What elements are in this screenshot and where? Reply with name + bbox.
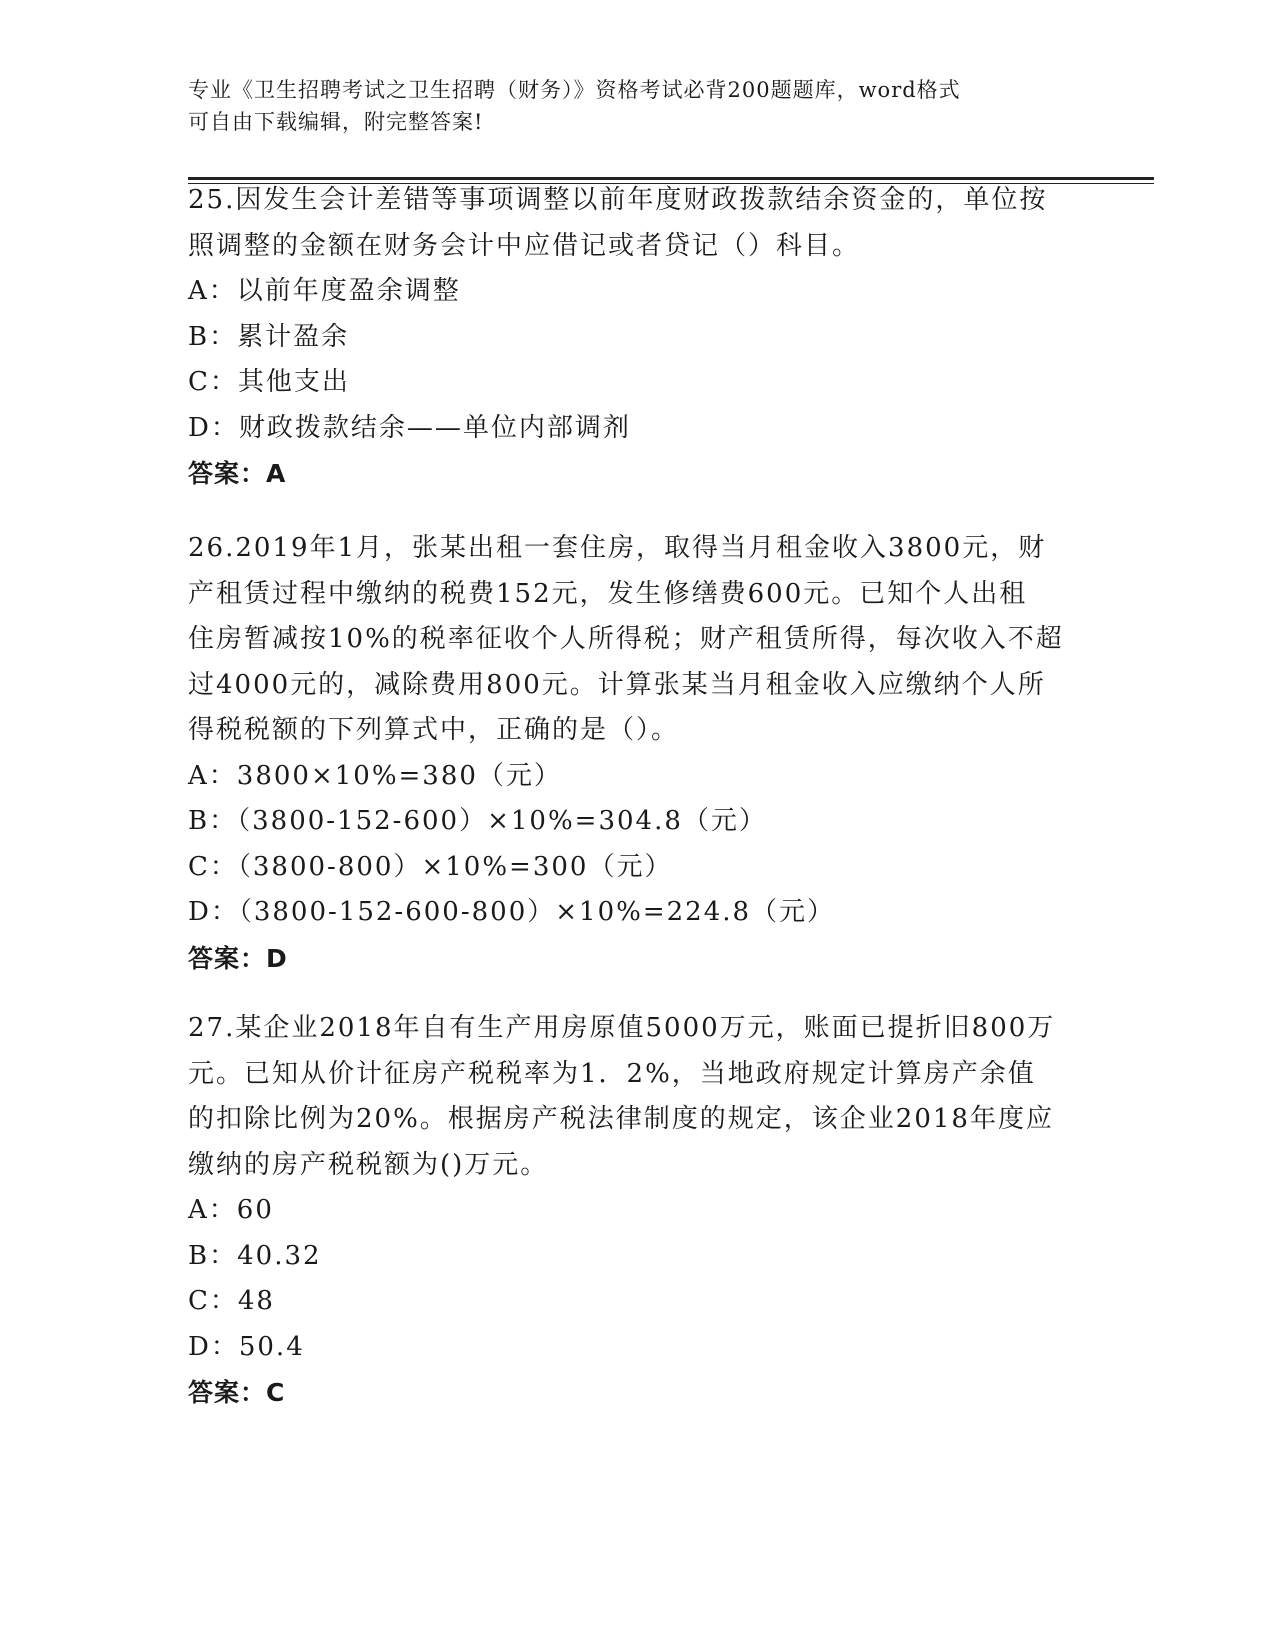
stem-line: 过4000元的，减除费用800元。计算张某当月租金收入应缴纳个人所 (188, 669, 1046, 700)
stem-line: 25.因发生会计差错等事项调整以前年度财政拨款结余资金的，单位按 (188, 185, 1048, 215)
question-stem (188, 178, 1088, 269)
question-26 (188, 526, 1088, 981)
stem-line: 住房暂减按10%的税率征收个人所得税；财产租赁所得，每次收入不超 (188, 624, 1064, 654)
option-d: D：（3800-152-600-800）×10%=224.8（元） (188, 897, 836, 927)
question-stem (188, 1006, 1088, 1188)
stem-line: 缴纳的房产税税额为()万元。 (188, 1149, 549, 1180)
option-c: C：其他支出 (188, 367, 350, 397)
answer: 答案：A (188, 459, 287, 488)
stem-line: 得税税额的下列算式中，正确的是（）。 (188, 715, 680, 745)
question-stem (188, 526, 1088, 754)
option-c: C：48 (188, 1286, 275, 1316)
option-b: B：（3800-152-600）×10%=304.8（元） (188, 806, 767, 836)
document-header (188, 74, 1068, 138)
stem-line: 的扣除比例为20%。根据房产税法律制度的规定，该企业2018年度应 (188, 1104, 1054, 1134)
option-a: A：3800×10%=380（元） (188, 760, 562, 791)
stem-line: 产租赁过程中缴纳的税费152元，发生修缮费600元。已知个人出租 (188, 578, 1028, 609)
stem-line: 元。已知从价计征房产税税率为1．2%，当地政府规定计算房产余值 (188, 1058, 1036, 1089)
option-c: C：（3800-800）×10%=300（元） (188, 851, 673, 882)
question-27 (188, 1006, 1088, 1416)
stem-line: 26.2019年1月，张某出租一套住房，取得当月租金收入3800元，财 (188, 533, 1047, 563)
option-d: D：50.4 (188, 1331, 305, 1362)
answer: 答案：C (188, 1378, 286, 1407)
option-d: D：财政拨款结余——单位内部调剂 (188, 412, 631, 443)
option-b: B：累计盈余 (188, 321, 350, 352)
header-line-1: 专业《卫生招聘考试之卫生招聘（财务）》资格考试必背200题题库，word格式 (188, 78, 961, 102)
stem-line: 27.某企业2018年自有生产用房原值5000万元，账面已提折旧800万 (188, 1013, 1056, 1043)
answer: 答案：D (188, 943, 288, 973)
header-line-2: 可自由下载编辑，附完整答案! (188, 110, 484, 134)
question-25 (188, 178, 1088, 497)
option-b: B：40.32 (188, 1240, 322, 1271)
option-a: A：以前年度盈余调整 (188, 276, 461, 306)
stem-line: 照调整的金额在财务会计中应借记或者贷记（）科目。 (188, 230, 861, 261)
option-a: A：60 (188, 1195, 274, 1225)
